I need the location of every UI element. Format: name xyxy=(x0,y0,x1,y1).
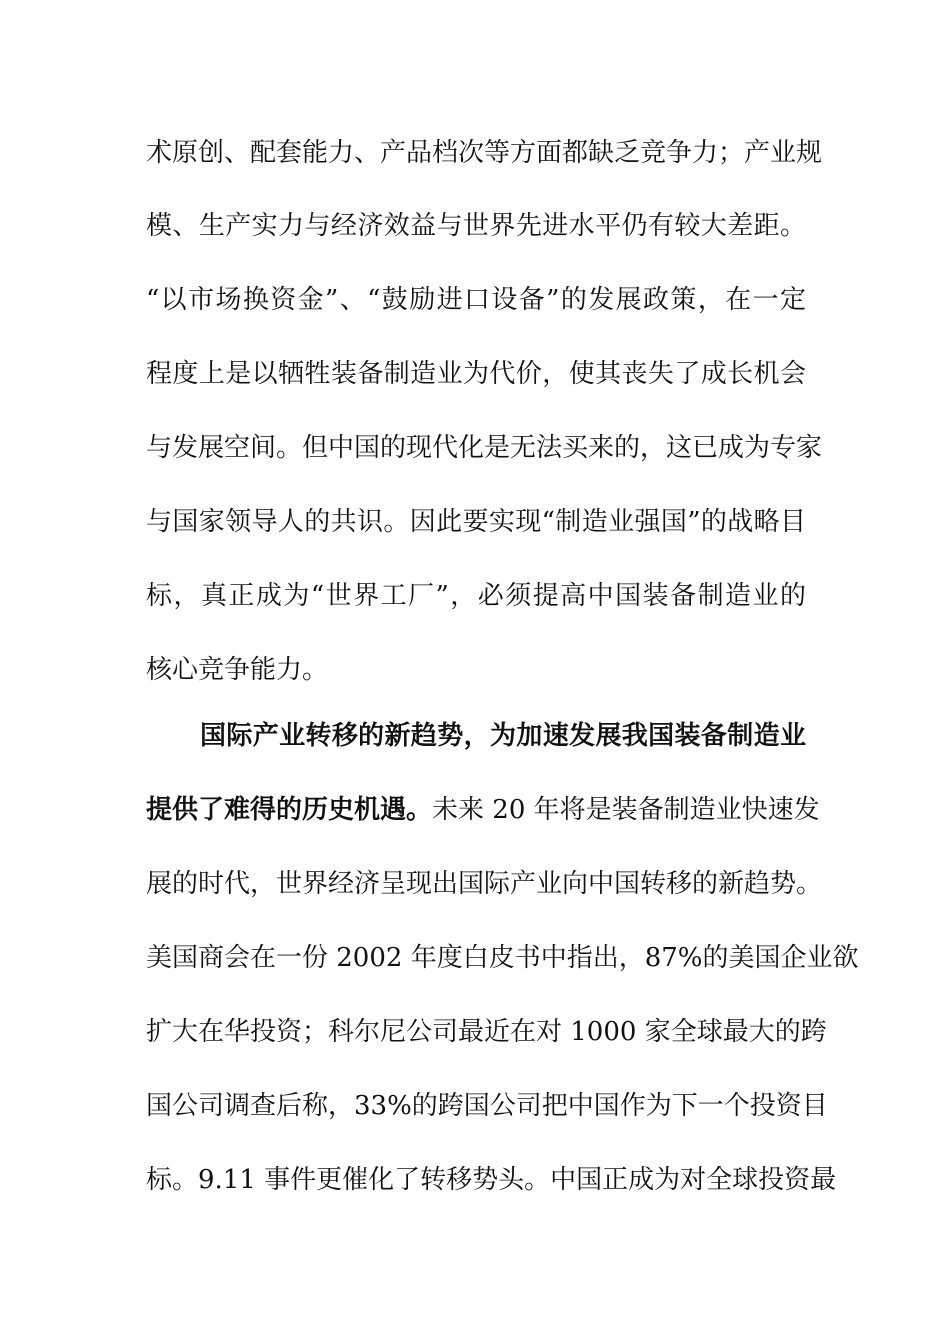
body-text: 未来 20 年将是装备制造业快速发 xyxy=(432,795,820,825)
text-line: 与发展空间。但中国的现代化是无法买来的，这已成为专家 xyxy=(146,433,823,463)
text-line: 术原创、配套能力、产品档次等方面都缺乏竞争力；产业规 xyxy=(146,138,823,168)
mixed-line xyxy=(146,792,820,828)
text-line: 展的时代，世界经济呈现出国际产业向中国转移的新趋势。 xyxy=(146,869,823,899)
text-line: 标。9.11 事件更催化了转移势头。中国正成为对全球投资最 xyxy=(146,1165,837,1195)
text-line: 扩大在华投资；科尔尼公司最近在对 1000 家全球最大的跨 xyxy=(146,1017,827,1047)
text-line: 与国家领导人的共识。因此要实现“制造业强国”的战略目 xyxy=(146,507,806,537)
bold-heading-line: 国际产业转移的新趋势，为加速发展我国装备制造业 xyxy=(200,721,806,751)
text-line: 模、生产实力与经济效益与世界先进水平仍有较大差距。 xyxy=(146,211,806,241)
text-line: “以市场换资金”、“鼓励进口设备”的发展政策，在一定 xyxy=(146,285,806,315)
text-line: 核心竞争能力。 xyxy=(146,655,329,685)
text-line: 国公司调查后称，33%的跨国公司把中国作为下一个投资目 xyxy=(146,1091,828,1121)
text-line: 标，真正成为“世界工厂”，必须提高中国装备制造业的 xyxy=(146,581,806,611)
bold-heading-text: 提供了难得的历史机遇。 xyxy=(146,795,433,825)
text-line: 程度上是以牺牲装备制造业为代价，使其丧失了成长机会 xyxy=(146,359,806,389)
text-line: 美国商会在一份 2002 年度白皮书中指出，87%的美国企业欲 xyxy=(146,943,859,973)
